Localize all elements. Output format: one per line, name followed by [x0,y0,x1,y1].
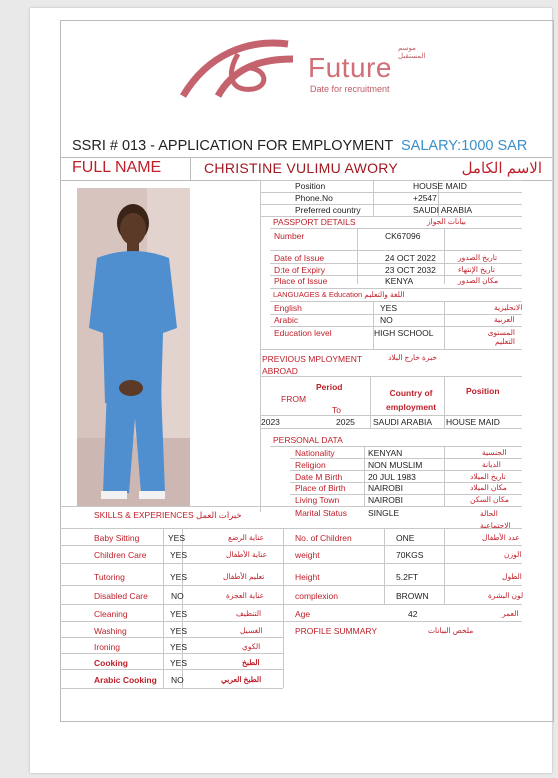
phone-label: Phone.No [295,193,333,203]
ironing-ar: الكوي [242,642,261,651]
date-of-expiry-value: 23 OCT 2032 [385,265,436,275]
religion-value: NON MUSLIM [368,460,423,470]
cooking-label: Cooking [94,658,128,668]
weight-value: 70KGS [396,550,424,560]
arabic-ar: العربية [494,315,515,324]
nationality-value: KENYAN [368,448,403,458]
living-town-ar: مكان السكن [470,495,509,504]
place-of-issue-label: Place of Issue [274,276,328,286]
arabic-cooking-ar: الطبخ العربي [221,675,262,684]
passport-heading-ar: بيانات الجواز [427,217,466,226]
education-value: HIGH SCHOOL [374,328,434,338]
religion-ar: الديانة [482,460,501,469]
employment-to: 2025 [336,417,355,427]
to-heading: To [332,405,341,415]
age-value: 42 [408,609,418,619]
place-of-birth-label: Place of Birth [295,483,346,493]
personal-data-heading: PERSONAL DATA [273,435,343,445]
marital-status-value: SINGLE [368,508,400,518]
ironing-value: YES [170,642,188,652]
nationality-label: Nationality [295,448,335,458]
employment-from: 2023 [261,417,280,427]
preferred-country-value: SAUDI ARABIA [413,205,473,215]
date-of-expiry-label: D:te of Expiry [274,265,326,275]
period-heading: Period [316,382,343,392]
position-heading: Position [466,386,500,396]
arabic-cooking-value: NO [171,675,184,685]
children-count-label: No. of Children [295,533,352,543]
marital-status-ar: الحالة الاجتماعية [480,509,511,530]
marital-status-label: Marital Status [295,508,347,518]
passport-heading: PASSPORT DETAILS [273,217,356,227]
date-of-issue-ar: تاريخ الصدور [458,253,498,262]
skills-heading: SKILLS & EXPERIENCES خبرات العمل [94,510,242,520]
profile-summary-label: PROFILE SUMMARY [295,626,378,636]
previous-employment-heading: PREVIOUS MPLOYMENT ABROAD [262,354,362,376]
employment-country: SAUDI ARABIA [373,417,433,427]
place-of-birth-value: NAIROBI [368,483,403,493]
disabled-care-label: Disabled Care [94,591,148,601]
position-label: Position [295,181,326,191]
full-name-row [60,157,552,181]
disabled-care-ar: عناية العجزة [226,591,265,600]
washing-value: YES [170,626,188,636]
cooking-value: YES [170,658,188,668]
cleaning-label: Cleaning [94,609,128,619]
washing-label: Washing [94,626,127,636]
date-of-expiry-ar: تاريخ الإنتهاء [458,265,495,274]
washing-ar: الغسيل [240,626,263,635]
english-ar: الانجليزية [494,303,523,312]
education-ar: المستوى التعليم [487,328,515,346]
ironing-label: Ironing [94,642,120,652]
passport-number-label: Number [274,231,305,241]
baby-sitting-ar: عناية الرضع [228,533,265,542]
logo-arabic: موسم المستقبل [398,45,426,60]
arabic-cooking-label: Arabic Cooking [94,675,157,685]
children-count-value: ONE [396,533,415,543]
employment-position: HOUSE MAID [446,417,500,427]
preferred-country-label: Preferred country [295,205,361,215]
languages-heading: LANGUAGES & Education اللغة والتعليم [273,290,405,299]
complexion-value: BROWN [396,591,429,601]
arabic-label: Arabic [274,315,299,325]
height-label: Height [295,572,320,582]
weight-ar: الوزن [504,550,522,559]
education-label: Education level [274,328,332,338]
cleaning-ar: التنظيف [236,609,262,618]
tutoring-label: Tutoring [94,572,125,582]
previous-employment-heading-ar: خبرة خارج البلاد [388,353,437,362]
living-town-value: NAIROBI [368,495,403,505]
company-logo [178,34,438,104]
disabled-care-value: NO [171,591,184,601]
document-page [30,8,552,773]
full-name-value: CHRISTINE VULIMU AWORY [204,160,399,176]
height-value: 5.2FT [396,572,419,582]
passport-number-value: CK67096 [385,231,421,241]
date-of-birth-label: Date M Birth [295,472,343,482]
weight-label: weight [295,550,320,560]
religion-label: Religion [295,460,326,470]
arabic-value: NO [380,315,393,325]
position-value: HOUSE MAID [413,181,467,191]
height-ar: الطول [502,572,522,581]
children-care-ar: عناية الأطفال [226,550,268,559]
application-title: SSRI # 013 - APPLICATION FOR EMPLOYMENT [72,138,393,154]
complexion-label: complexion [295,591,338,601]
date-of-birth-ar: تاريخ الميلاد [470,472,506,481]
country-heading: Country of employment [386,388,437,412]
age-label: Age [295,609,311,619]
cooking-ar: الطبخ [242,658,260,667]
place-of-issue-ar: مكان الصدور [458,276,499,285]
logo-tagline: Date for recruitment [310,84,390,94]
living-town-label: Living Town [295,495,340,505]
children-care-label: Children Care [94,550,147,560]
complexion-ar: لون البشرة [488,591,524,600]
full-name-label-ar: الاسم الكامل [461,160,542,177]
children-care-value: YES [170,550,188,560]
tutoring-value: YES [170,572,188,582]
place-of-issue-value: KENYA [385,276,414,286]
date-of-issue-label: Date of Issue [274,253,325,263]
nationality-ar: الجنسية [482,448,507,457]
candidate-photo [77,188,190,506]
profile-summary-ar: ملخص البيانات [428,626,474,635]
age-ar: العمر [502,609,519,618]
salary-label: SALARY:1000 SAR [401,138,528,154]
place-of-birth-ar: مكان الميلاد [470,483,507,492]
logo-word: Future [308,52,392,83]
from-heading: FROM [281,394,307,404]
full-name-label: FULL NAME [72,159,162,176]
tutoring-ar: تعليم الأطفال [223,572,265,581]
date-of-birth-value: 20 JUL 1983 [368,472,416,482]
logo-mark-icon [178,34,308,104]
date-of-issue-value: 24 OCT 2022 [385,253,436,263]
baby-sitting-value: YES [168,533,186,543]
page-title [72,138,527,154]
children-count-ar: عدد الأطفال [482,533,520,542]
english-value: YES [380,303,398,313]
baby-sitting-label: Baby Sitting [94,533,140,543]
phone-value: +2547 [413,193,437,203]
cleaning-value: YES [170,609,188,619]
english-label: English [274,303,302,313]
